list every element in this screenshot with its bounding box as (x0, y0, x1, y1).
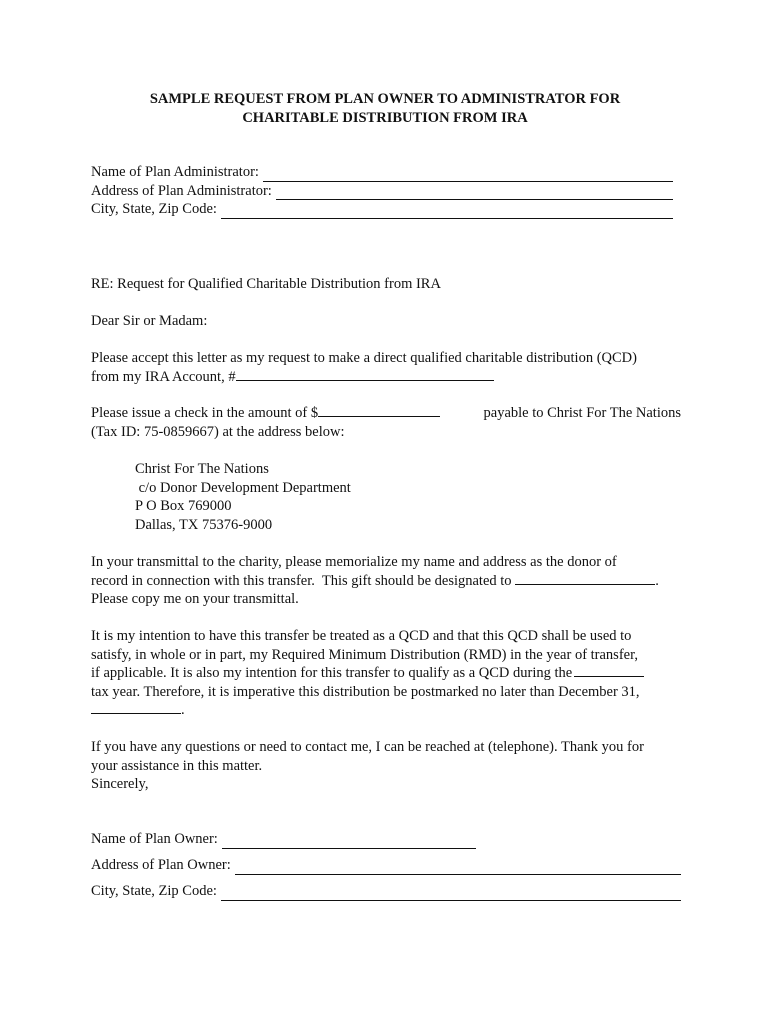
owner-city-label: City, State, Zip Code: (91, 883, 217, 899)
owner-name-label: Name of Plan Owner: (91, 831, 218, 847)
address-line-3: P O Box 769000 (135, 498, 232, 514)
para4-line4: tax year. Therefore, it is imperative this distribution be postmarked no later than December 31, (91, 683, 640, 700)
para5-line2: your assistance in this matter. (91, 757, 263, 774)
address-line-1: Christ For The Nations (135, 461, 269, 477)
document-title (0, 90, 770, 128)
para3-line3: Please copy me on your transmittal. (91, 591, 299, 607)
paragraph-qcd-request (91, 349, 681, 386)
paragraph-transmittal (91, 553, 681, 609)
admin-city-field[interactable] (91, 200, 673, 219)
para4-line3: if applicable. It is also my intention for this transfer to qualify as a QCD during the (91, 664, 681, 683)
admin-name-field[interactable] (91, 163, 673, 182)
title-line-2: CHARITABLE DISTRIBUTION FROM IRA (242, 110, 528, 126)
amount-blank[interactable] (318, 404, 440, 417)
para4-line5: . (91, 701, 681, 720)
para2-line2: (Tax ID: 75-0859667) at the address below: (91, 423, 345, 440)
owner-city-blank[interactable] (221, 887, 681, 901)
paragraph-rmd-intention (91, 627, 681, 720)
title-line-1: SAMPLE REQUEST FROM PLAN OWNER TO ADMINISTRATOR FOR (149, 91, 621, 107)
postmark-date-blank[interactable] (91, 701, 181, 714)
charity-address (135, 460, 351, 534)
salutation: Dear Sir or Madam: (91, 313, 208, 329)
paragraph-check-amount (91, 404, 681, 441)
admin-fields (91, 163, 673, 219)
para5-line1: If you have any questions or need to contact me, I can be reached at (telephone). Thank you for (91, 739, 644, 755)
para3-line1: In your transmittal to the charity, please memorialize my name and address as the donor of (91, 554, 617, 570)
para1-line2: from my IRA Account, # (91, 368, 681, 387)
para2-line1: Please issue a check in the amount of $ payable to Christ For The Nations (91, 405, 681, 421)
para1-line1: Please accept this letter as my request to make a direct qualified charitable distribution (QCD) (91, 350, 637, 366)
account-number-blank[interactable] (236, 368, 494, 381)
admin-address-blank[interactable] (276, 186, 673, 200)
owner-city-field[interactable] (91, 882, 681, 901)
owner-address-label: Address of Plan Owner: (91, 857, 231, 873)
owner-address-field[interactable] (91, 856, 681, 875)
owner-name-blank[interactable] (222, 835, 476, 849)
address-line-4: Dallas, TX 75376-9000 (135, 516, 273, 533)
admin-address-label: Address of Plan Administrator: (91, 182, 272, 199)
paragraph-contact (91, 738, 681, 794)
admin-name-blank[interactable] (263, 168, 673, 182)
closing: Sincerely, (91, 776, 149, 792)
para3-line2: record in connection with this transfer. This gift should be designated to . (91, 572, 659, 589)
admin-address-field[interactable] (91, 182, 673, 201)
admin-city-label: City, State, Zip Code: (91, 201, 217, 217)
para4-line1: It is my intention to have this transfer be treated as a QCD and that this QCD shall be used to (91, 628, 632, 644)
re-line: RE: Request for Qualified Charitable Distribution from IRA (91, 276, 441, 292)
para4-line2: satisfy, in whole or in part, my Required Minimum Distribution (RMD) in the year of transfer, (91, 646, 638, 663)
admin-city-blank[interactable] (221, 205, 673, 219)
tax-year-blank[interactable] (574, 664, 644, 677)
owner-address-blank[interactable] (235, 861, 681, 875)
designation-blank[interactable] (515, 572, 655, 585)
owner-name-field[interactable] (91, 830, 681, 849)
address-line-2: c/o Donor Development Department (135, 479, 351, 496)
admin-name-label: Name of Plan Administrator: (91, 164, 259, 180)
